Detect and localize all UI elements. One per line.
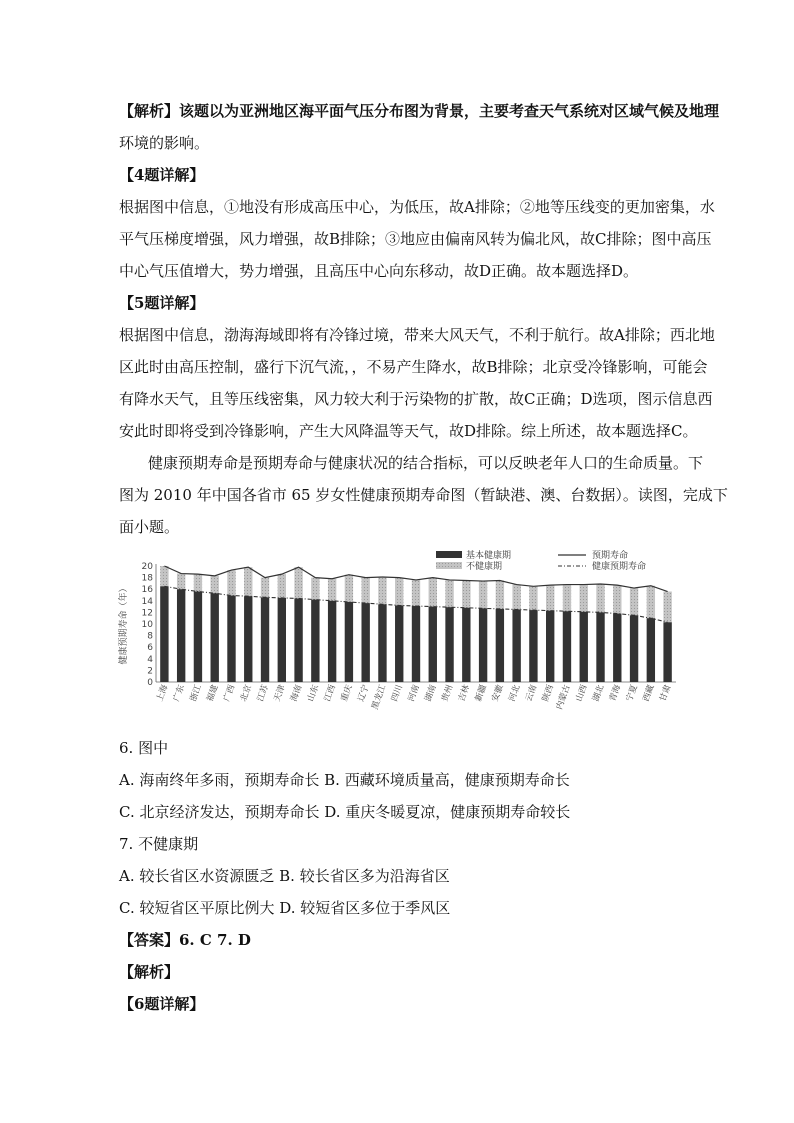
q5-detail-heading: 【5题详解】 — [119, 294, 205, 312]
bar-basic-healthy — [194, 592, 202, 682]
bar-unhealthy — [479, 581, 487, 608]
bar-basic-healthy — [378, 604, 386, 682]
text-line: 根据图中信息，①地没有形成高压中心，为低压，故A排除；②地等压线变的更加密集，水 — [119, 198, 715, 216]
category-label: 福建 — [205, 683, 221, 704]
y-tick-label: 0 — [147, 678, 153, 688]
bar-basic-healthy — [445, 607, 453, 682]
bar-basic-healthy — [613, 614, 621, 682]
category-label: 江西 — [322, 683, 338, 704]
text-line: 区此时由高压控制，盛行下沉气流，，不易产生降水，故B排除；北京受冷锋影响，可能会 — [119, 358, 708, 376]
category-label: 广东 — [171, 683, 187, 704]
bar-basic-healthy — [345, 602, 353, 682]
category-label: 江苏 — [255, 683, 271, 704]
category-label: 新疆 — [473, 683, 489, 704]
category-label: 甘肃 — [658, 683, 674, 704]
analysis-heading-line: 【解析】该题以为亚洲地区海平面气压分布图为背景，主要考查天气系统对区域气候及地理 — [119, 102, 720, 120]
bar-unhealthy — [278, 574, 286, 598]
intro-text-line: 面小题。 — [119, 518, 180, 536]
category-label: 黑龙江 — [370, 683, 389, 712]
bar-basic-healthy — [412, 606, 420, 682]
y-tick-label: 8 — [147, 631, 153, 642]
bar-unhealthy — [194, 574, 202, 591]
bar-unhealthy — [663, 592, 671, 623]
bar-unhealthy — [613, 585, 621, 613]
bar-basic-healthy — [227, 596, 235, 682]
legend-label-life: 预期寿命 — [592, 551, 629, 561]
category-label: 青海 — [607, 683, 624, 704]
category-label: 宁夏 — [624, 683, 640, 704]
bar-unhealthy — [596, 584, 604, 612]
category-label: 内蒙古 — [554, 683, 573, 712]
bar-basic-healthy — [580, 612, 588, 682]
bar-basic-healthy — [663, 622, 671, 682]
category-label: 安徽 — [490, 683, 506, 704]
question-7-options-cd: C. 较短省区平原比例大 D. 较短省区多位于季风区 — [119, 899, 451, 917]
category-label: 辽宁 — [356, 683, 372, 704]
category-label: 吉林 — [456, 683, 473, 704]
category-label: 四川 — [389, 683, 406, 704]
bar-basic-healthy — [596, 612, 604, 682]
legend-label-healthy-life: 健康预期寿命 — [592, 562, 647, 572]
legend-label-basic: 基本健康期 — [466, 551, 512, 561]
analysis-heading: 【解析】 — [119, 963, 180, 981]
text-line: 安此时即将受到冷锋影响，产生大风降温等天气，故D排除。综上所述，故本题选择C。 — [119, 422, 698, 440]
question-6-options-ab: A. 海南终年多雨，预期寿命长 B. 西藏环境质量高，健康预期寿命长 — [119, 771, 570, 789]
bar-basic-healthy — [261, 597, 269, 682]
bar-basic-healthy — [512, 610, 520, 683]
category-label: 西藏 — [641, 683, 657, 704]
bar-unhealthy — [211, 576, 219, 593]
y-axis-label: 健康预期寿命（年） — [119, 583, 129, 665]
bar-unhealthy — [529, 586, 537, 610]
bar-unhealthy — [378, 577, 386, 604]
category-label: 湖北 — [591, 683, 607, 704]
bar-unhealthy — [647, 586, 655, 618]
category-label: 浙江 — [188, 683, 204, 704]
category-label: 北京 — [238, 683, 255, 704]
y-tick-label: 6 — [147, 643, 153, 654]
bar-basic-healthy — [529, 610, 537, 682]
q4-detail-heading: 【4题详解】 — [119, 166, 205, 184]
bar-unhealthy — [630, 588, 638, 615]
life-expectancy-chart — [118, 548, 678, 718]
text-line: 中心气压值增大，势力增强，且高压中心向东移动，故D正确。故本题选择D。 — [119, 262, 639, 280]
bar-basic-healthy — [311, 600, 319, 682]
y-tick-label: 2 — [147, 666, 153, 677]
legend-label-unhealthy: 不健康期 — [466, 562, 503, 572]
bar-unhealthy — [160, 566, 168, 586]
category-label: 云南 — [524, 683, 540, 704]
text-line: 有降水天气，且等压线密集，风力较大利于污染物的扩散，故C正确；D选项，图示信息西 — [119, 390, 713, 408]
bar-unhealthy — [412, 580, 420, 606]
bar-unhealthy — [429, 578, 437, 607]
bar-unhealthy — [395, 578, 403, 606]
bar-basic-healthy — [177, 589, 185, 682]
bar-unhealthy — [244, 567, 252, 596]
category-label: 山东 — [305, 683, 322, 704]
bar-unhealthy — [496, 581, 504, 609]
bar-basic-healthy — [647, 618, 655, 682]
bar-basic-healthy — [429, 607, 437, 682]
bar-unhealthy — [361, 578, 369, 604]
bar-unhealthy — [580, 585, 588, 612]
y-tick-label: 4 — [147, 654, 153, 665]
text-line: 平气压梯度增强，风力增强，故B排除；③地应由偏南风转为偏北风，故C排除；图中高压 — [119, 230, 712, 248]
q6-detail-heading: 【6题详解】 — [119, 995, 205, 1013]
bar-basic-healthy — [160, 586, 168, 682]
bar-basic-healthy — [546, 611, 554, 682]
question-6-options-cd: C. 北京经济发达，预期寿命长 D. 重庆冬暖夏凉，健康预期寿命较长 — [119, 803, 571, 821]
bar-unhealthy — [345, 575, 353, 602]
text-line: 根据图中信息，渤海海域即将有冷锋过境，带来大风天气，不利于航行。故A排除；西北地 — [119, 326, 715, 344]
bar-unhealthy — [311, 578, 319, 600]
y-tick-label: 16 — [141, 585, 153, 596]
bar-basic-healthy — [630, 615, 638, 682]
category-label: 山西 — [574, 683, 590, 704]
bar-unhealthy — [177, 574, 185, 590]
bar-unhealthy — [227, 570, 235, 596]
bar-basic-healthy — [211, 593, 219, 682]
bar-unhealthy — [546, 585, 554, 611]
bar-basic-healthy — [328, 601, 336, 682]
y-tick-label: 12 — [141, 608, 153, 619]
bar-basic-healthy — [244, 596, 252, 682]
category-label: 海南 — [289, 683, 305, 704]
y-tick-label: 10 — [141, 620, 153, 630]
bar-basic-healthy — [563, 611, 571, 682]
bar-basic-healthy — [395, 605, 403, 682]
question-7-options-ab: A. 较长省区水资源匮乏 B. 较长省区多为沿海省区 — [119, 867, 450, 885]
category-label: 河南 — [406, 683, 422, 704]
category-label: 湖南 — [423, 683, 439, 704]
y-tick-label: 18 — [141, 573, 153, 584]
bar-basic-healthy — [294, 598, 302, 682]
legend-swatch-basic — [436, 551, 462, 558]
bar-unhealthy — [294, 567, 302, 598]
answer-line: 【答案】6. C 7. D — [119, 931, 251, 949]
category-label: 河北 — [507, 683, 523, 704]
bar-unhealthy — [261, 578, 269, 598]
bar-unhealthy — [512, 585, 520, 610]
bar-unhealthy — [462, 581, 470, 608]
question-6-stem: 6. 图中 — [119, 739, 169, 757]
legend-swatch-unhealthy — [436, 562, 462, 569]
bar-basic-healthy — [496, 609, 504, 682]
bar-basic-healthy — [361, 603, 369, 682]
intro-text-line: 健康预期寿命是预期寿命与健康状况的结合指标，可以反映老年人口的生命质量。下 — [148, 454, 704, 472]
bar-unhealthy — [563, 585, 571, 612]
bar-unhealthy — [445, 580, 453, 607]
text-line: 环境的影响。 — [119, 134, 210, 152]
category-label: 重庆 — [339, 683, 355, 704]
category-label: 广西 — [222, 683, 238, 704]
question-7-stem: 7. 不健康期 — [119, 835, 199, 853]
bar-unhealthy — [328, 579, 336, 601]
category-label: 陕西 — [540, 683, 557, 704]
intro-text-line: 图为 2010 年中国各省市 65 岁女性健康预期寿命图（暂缺港、澳、台数据）。读图，完成下 — [119, 486, 728, 504]
y-tick-label: 14 — [141, 596, 153, 607]
category-label: 天津 — [272, 683, 288, 704]
bar-basic-healthy — [479, 608, 487, 682]
bar-basic-healthy — [462, 608, 470, 682]
category-label: 上海 — [154, 683, 171, 704]
category-label: 贵州 — [440, 683, 456, 704]
bar-basic-healthy — [278, 598, 286, 682]
y-tick-label: 20 — [141, 562, 153, 572]
